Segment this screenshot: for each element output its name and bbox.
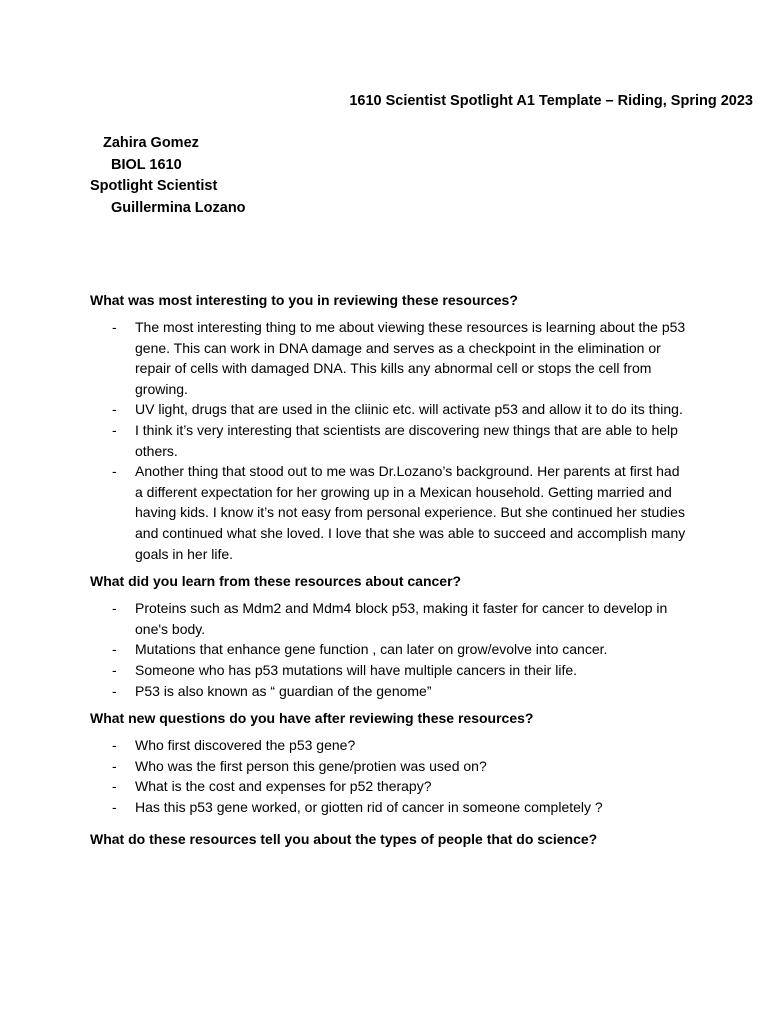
answer-text: UV light, drugs that are used in the cliinic etc. will activate p53 and allow it to do its thing. [135, 401, 683, 418]
list-item [90, 735, 690, 756]
bullet-dash: - [112, 463, 117, 480]
scientist-name: Guillermina Lozano [111, 199, 246, 216]
list-item [90, 681, 690, 702]
answer-text: Another thing that stood out to me was Dr.Lozano’s background. Her parents at first had a different expectation for her growing up in a Mexican household. Getting married and having kids. I know it’s not easy from personal experience. But she continued her studies and continued what she loved. I love that she was able to succeed and accomplish many goals in her life. [135, 463, 686, 562]
answer-text: Who first discovered the p53 gene? [135, 737, 356, 754]
list-item [90, 420, 690, 461]
list-item [90, 598, 690, 639]
answer-text: Mutations that enhance gene function , can later on grow/evolve into cancer. [135, 641, 608, 658]
bullet-dash: - [112, 600, 117, 617]
bullet-dash: - [112, 319, 117, 335]
question-heading: What did you learn from these resources about cancer? [90, 573, 462, 590]
spotlight-label: Spotlight Scientist [90, 178, 218, 194]
answer-list [90, 317, 690, 564]
list-item [90, 660, 690, 681]
answer-text: The most interesting thing to me about viewing these resources is learning about the p53 gene. This can work in DNA damage and serves as a checkpoint in the elimination or repair of cells with damaged DNA. This kills any abnormal cell or stops the cell from growing. [135, 319, 686, 397]
bullet-dash: - [112, 661, 117, 678]
student-name: Zahira Gomez [103, 135, 199, 151]
answer-text: Proteins such as Mdm2 and Mdm4 block p53, making it faster for cancer to develop in one's body. [135, 600, 668, 637]
answer-text: Who was the first person this gene/protien was used on? [135, 757, 487, 774]
question-heading: What do these resources tell you about the types of people that do science? [90, 831, 598, 848]
question-answer-section [90, 290, 690, 849]
bullet-dash: - [112, 641, 117, 658]
answer-list [90, 735, 690, 817]
answer-text: I think it’s very interesting that scientists are discovering new things that are able to help others. [135, 421, 678, 459]
answer-text: Has this p53 gene worked, or giotten rid of cancer in someone completely ? [135, 798, 603, 815]
answer-text: Someone who has p53 mutations will have multiple cancers in their life. [135, 661, 578, 678]
bullet-dash: - [112, 421, 117, 438]
document-title: 1610 Scientist Spotlight A1 Template – Riding, Spring 2023 [349, 93, 753, 109]
bullet-dash: - [112, 401, 117, 418]
list-item [90, 797, 690, 818]
list-item [90, 639, 690, 660]
list-item [90, 756, 690, 777]
bullet-dash: - [112, 778, 117, 795]
bullet-dash: - [112, 757, 117, 774]
answer-list [90, 598, 690, 701]
course-code: BIOL 1610 [111, 156, 182, 173]
bullet-dash: - [112, 798, 117, 815]
list-item [90, 776, 690, 797]
bullet-dash: - [112, 737, 117, 754]
answer-text: What is the cost and expenses for p52 therapy? [135, 778, 432, 795]
answer-text: P53 is also known as “ guardian of the genome” [135, 682, 432, 699]
bullet-dash: - [112, 682, 117, 699]
question-heading: What was most interesting to you in reviewing these resources? [90, 292, 518, 308]
list-item [90, 461, 690, 564]
student-info-block [90, 133, 246, 219]
list-item [90, 317, 690, 399]
list-item [90, 399, 690, 420]
question-heading: What new questions do you have after reviewing these resources? [90, 710, 534, 727]
